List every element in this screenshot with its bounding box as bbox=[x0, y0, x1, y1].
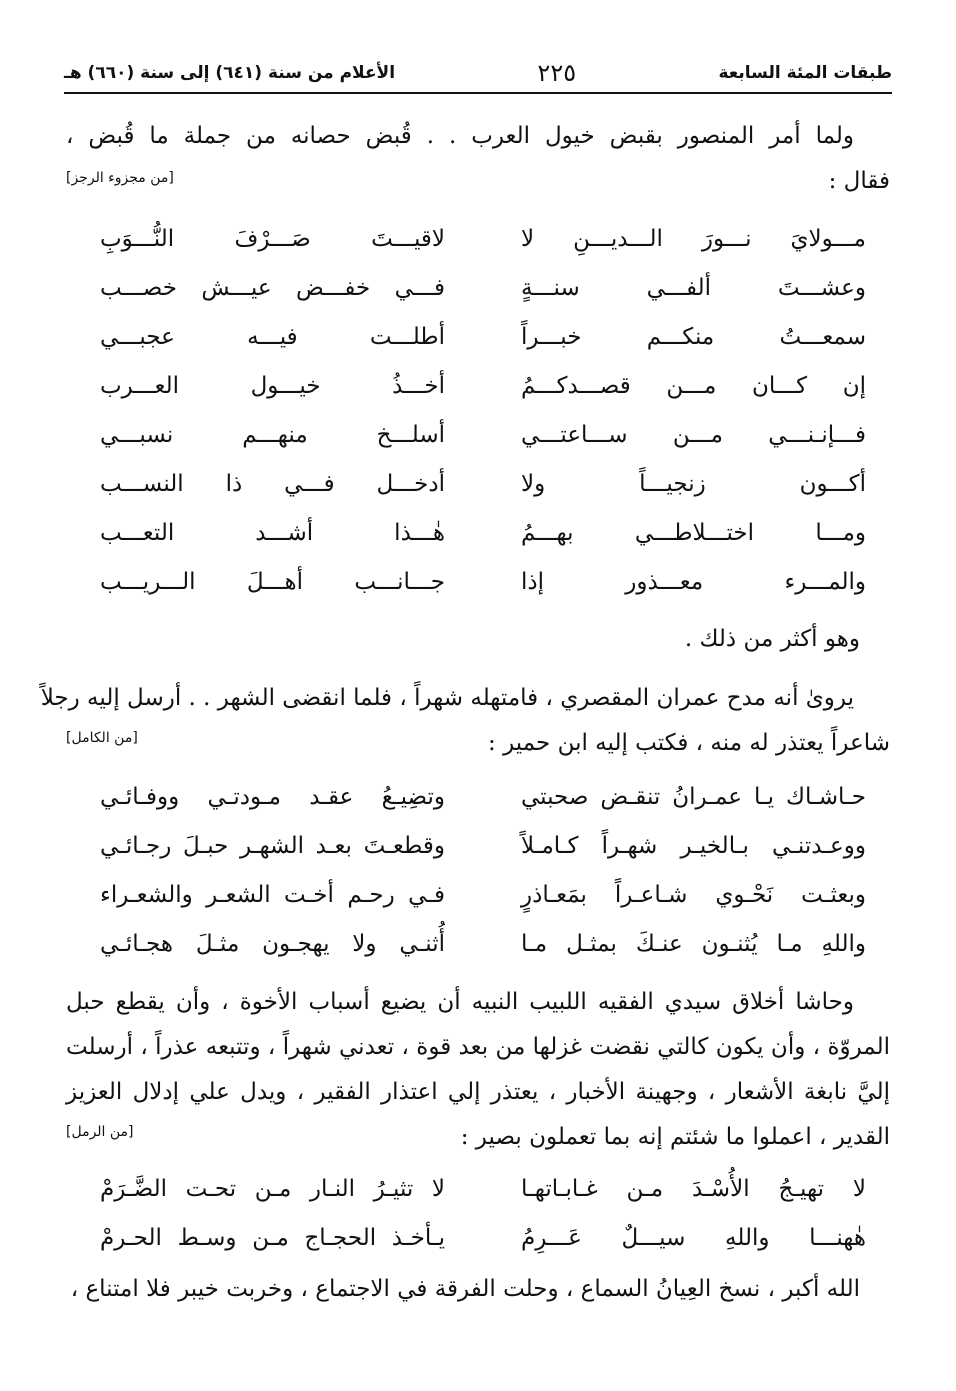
volume-range-title: الأعلام من سنة (٦٤١) إلى سنة (٦٦٠) هـ bbox=[64, 63, 396, 83]
second-hemistich: جـــانـــب أهـــلَ الـــريـــب bbox=[100, 568, 445, 595]
second-hemistich: أسلـــخ منهـــم نسبـــي bbox=[100, 421, 445, 448]
verse bbox=[100, 459, 866, 508]
paragraph-line: فقال : bbox=[828, 168, 890, 194]
second-hemistich: أطلـــت فيـــه عجبـــي bbox=[100, 323, 445, 350]
second-hemistich: أدخـــل فـــي ذا النســـب bbox=[100, 470, 445, 497]
second-hemistich: فـــي خفـــض عيـــش خصـــب bbox=[100, 274, 445, 301]
poem-kamil bbox=[100, 772, 866, 968]
chapter-title: طبقات المئة السابعة bbox=[718, 63, 892, 83]
meter-label: [من الكامل] bbox=[66, 730, 138, 746]
second-hemistich: لاقيـــتَ صَـــرْفَ النُّـــوَبِ bbox=[100, 225, 445, 252]
header-rule bbox=[64, 92, 892, 94]
paragraph-line: القدير ، اعملوا ما شئتم إنه بما تعملون بصير : bbox=[460, 1124, 890, 1150]
first-hemistich: مـــولايَ نـــورَ الـــديـــنِ لا bbox=[521, 225, 866, 252]
second-hemistich: وتضِيـعُ عقـد مـودتـي ووفـائـي bbox=[100, 783, 445, 810]
first-hemistich: وعشـــتَ ألفـــي سنـــةٍ bbox=[521, 274, 866, 301]
paragraph-line: المروّة ، وأن يكون كالتي نقضت غزلها من بعد قوة ، تعدني شهراً ، وتتبعه عذراً ، أرسلت bbox=[66, 1034, 890, 1060]
first-hemistich: ووعـدتنـي بـالخيـر شهـراً كـامـلاً bbox=[521, 832, 866, 859]
first-hemistich: إن كـــان مـــن قصـــدكـــمُ bbox=[521, 372, 866, 399]
first-hemistich: واللهِ مـا يُثنـون عنـكَ بمثـل مـا bbox=[521, 930, 866, 957]
first-hemistich: ومـــا اختـــلاطـــي بهـــمُ bbox=[521, 519, 866, 546]
first-hemistich: هٰهنـــا واللهِ سيـــلٌ عَـــرِمُ bbox=[521, 1224, 866, 1251]
paragraph-line: يروىٰ أنه مدح عمران المقصري ، فامتهله شهراً ، فلما انقضى الشهر . . أرسل إليه رجلاً bbox=[40, 685, 854, 711]
second-hemistich: فـي رحـم أخـت الشعـر والشعـراء bbox=[100, 881, 445, 908]
second-hemistich: أُثنـي ولا يهجـون مثـلَ هجـائـي bbox=[100, 930, 445, 957]
first-hemistich: حـاشـاك يـا عمـرانُ تنقـض صحبتي bbox=[521, 783, 866, 810]
poem-ramal bbox=[100, 1164, 866, 1262]
verse bbox=[100, 821, 866, 870]
verse bbox=[100, 312, 866, 361]
first-hemistich: أكـــون زنجيـــاً ولا bbox=[521, 470, 866, 497]
verse bbox=[100, 1164, 866, 1213]
paragraph-line: ولما أمر المنصور بقبض خيول العرب . . قُبض حصانه من جملة ما قُبض ، bbox=[66, 123, 854, 149]
running-header bbox=[64, 58, 892, 88]
page-number: ٢٢٥ bbox=[537, 59, 577, 87]
verse bbox=[100, 410, 866, 459]
verse bbox=[100, 508, 866, 557]
closing-remark: وهو أكثر من ذلك . bbox=[684, 626, 860, 652]
second-hemistich: وقطعـتَ بعـد الشهـر حبـلَ رجـائـي bbox=[100, 832, 445, 859]
intro-paragraph bbox=[66, 114, 890, 204]
final-line: الله أكبر ، نسخ العِيانُ السماع ، وحلت الفرقة في الاجتماع ، وخربت خيبر فلا امتناع ، bbox=[70, 1276, 860, 1302]
paragraph-line: شاعراً يعتذر له منه ، فكتب إليه ابن حمير : bbox=[488, 730, 890, 756]
first-hemistich: فـــإنـنـــي مـــن ســـاعتـــي bbox=[521, 421, 866, 448]
first-hemistich: سمعـــتُ منكـــم خبـــراً bbox=[521, 323, 866, 350]
letter-paragraph bbox=[66, 980, 890, 1160]
meter-label: [من مجزوء الرجز] bbox=[66, 170, 174, 186]
paragraph-line: وحاشا أخلاق سيدي الفقيه اللبيب النبيه أن يضيع أسباب الأخوة ، وأن يقطع حبل bbox=[66, 989, 854, 1015]
verse bbox=[100, 361, 866, 410]
second-hemistich: لا تثيـرُ النـار مـن تحـت الضَّـرَمْ bbox=[100, 1175, 445, 1202]
verse bbox=[100, 557, 866, 606]
poem-rajaz bbox=[100, 214, 866, 606]
second-hemistich: أخـــذُ خيـــول العـــرب bbox=[100, 372, 445, 399]
verse bbox=[100, 263, 866, 312]
first-hemistich: لا تهيـجُ الأُسْـدَ مـن غـابـاتهـا bbox=[521, 1175, 866, 1202]
second-hemistich: هٰـــذا أشـــد التعـــب bbox=[100, 519, 445, 546]
verse bbox=[100, 1213, 866, 1262]
first-hemistich: والمـــرء معـــذور إذا bbox=[521, 568, 866, 595]
first-hemistich: وبعثـت نَحْـوي شـاعـراً بمَعـاذرٍ bbox=[521, 881, 866, 908]
verse bbox=[100, 919, 866, 968]
verse bbox=[100, 870, 866, 919]
second-hemistich: يـأخـذ الحجـاج مـن وسـط الحـرمْ bbox=[100, 1224, 445, 1251]
meter-label: [من الرمل] bbox=[66, 1124, 134, 1140]
story-paragraph bbox=[40, 676, 890, 766]
verse bbox=[100, 772, 866, 821]
paragraph-line: إليَّ نابغة الأشعار ، وجهينة الأخبار ، يعتذر إلي اعتذار الفقير ، ويدل علي إدلال العزيز bbox=[66, 1079, 890, 1105]
verse bbox=[100, 214, 866, 263]
